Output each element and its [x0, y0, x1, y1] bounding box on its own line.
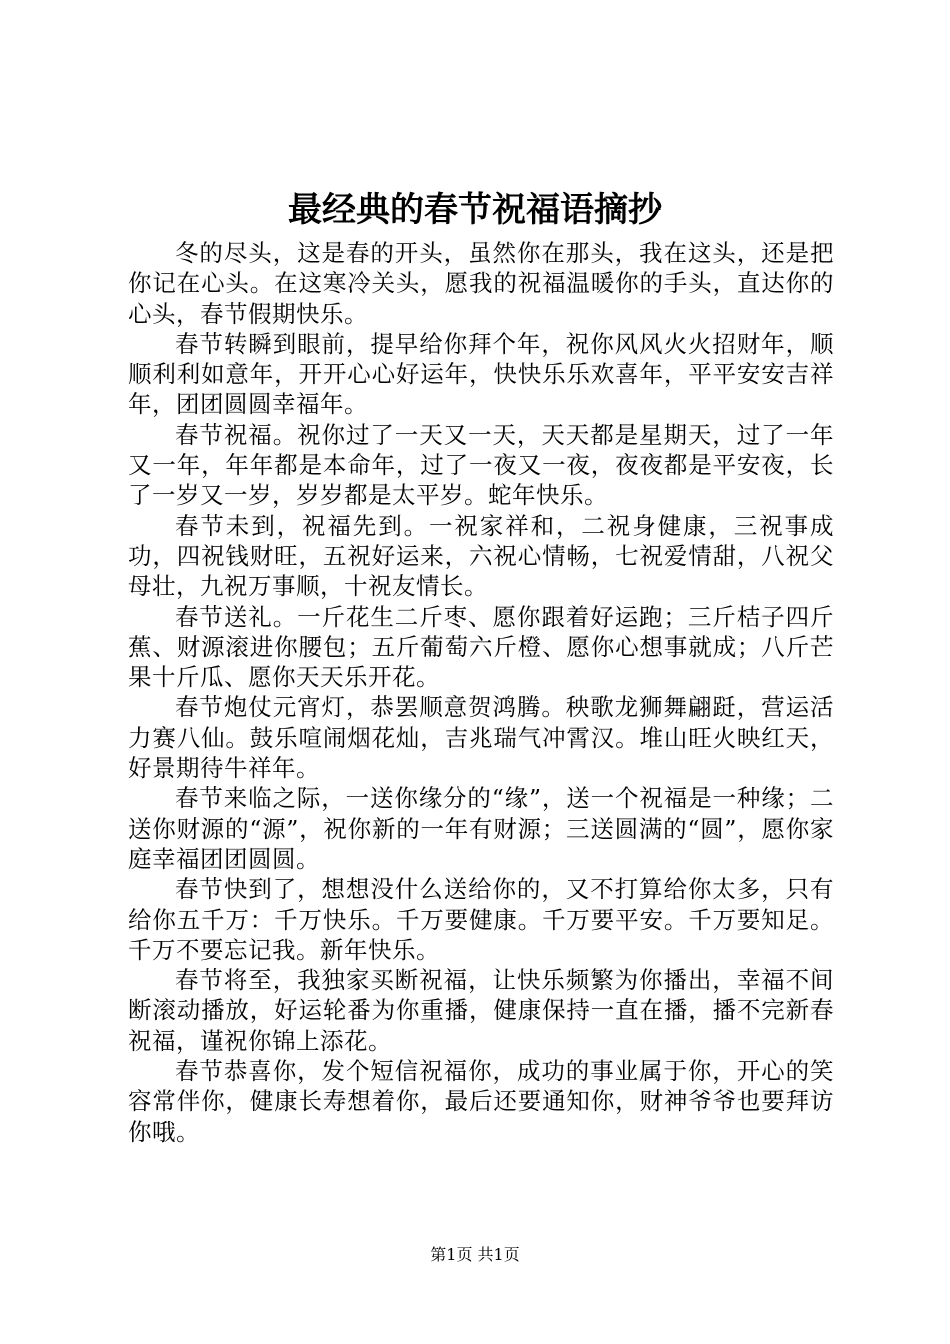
paragraph-4: 春节未到，祝福先到。一祝家祥和，二祝身健康，三祝事成功，四祝钱财旺，五祝好运来，六祝心情畅，七祝爱情甜，八祝父母壮，九祝万事顺，十祝友情长。 — [128, 511, 834, 601]
paragraph-2: 春节转瞬到眼前，提早给你拜个年，祝你风风火火招财年，顺顺利利如意年，开开心心好运年，快快乐乐欢喜年，平平安安吉祥年，团团圆圆幸福年。 — [128, 329, 834, 419]
document-body — [128, 238, 834, 1147]
document-title: 最经典的春节祝福语摘抄 — [288, 190, 662, 230]
paragraph-7: 春节来临之际，一送你缘分的“缘”，送一个祝福是一种缘；二送你财源的“源”，祝你新的一年有财源；三送圆满的“圆”，愿你家庭幸福团团圆圆。 — [128, 784, 834, 873]
paragraph-10: 春节恭喜你，发个短信祝福你，成功的事业属于你，开心的笑容常伴你，健康长寿想着你，最后还要通知你，财神爷爷也要拜访你哦。 — [128, 1057, 834, 1146]
paragraph-3: 春节祝福。祝你过了一天又一天，天天都是星期天，过了一年又一年，年年都是本命年，过了一夜又一夜，夜夜都是平安夜，长了一岁又一岁，岁岁都是太平岁。蛇年快乐。 — [128, 420, 834, 510]
paragraph-1: 冬的尽头，这是春的开头，虽然你在那头，我在这头，还是把你记在心头。在这寒冷关头，愿我的祝福温暖你的手头，直达你的心头，春节假期快乐。 — [128, 239, 834, 328]
paragraph-8: 春节快到了，想想没什么送给你的，又不打算给你太多，只有给你五千万：千万快乐。千万要健康。千万要平安。千万要知足。千万不要忘记我。新年快乐。 — [128, 875, 834, 964]
paragraph-6: 春节炮仗元宵灯，恭罢顺意贺鸿腾。秧歌龙狮舞翩跹，营运活力赛八仙。鼓乐喧闹烟花灿，吉兆瑞气冲霄汉。堆山旺火映红天，好景期待牛祥年。 — [128, 693, 834, 783]
page-footer: 第1页 共1页 — [430, 1245, 520, 1264]
paragraph-9: 春节将至，我独家买断祝福，让快乐频繁为你播出，幸福不间断滚动播放，好运轮番为你重播，健康保持一直在播，播不完新春祝福，谨祝你锦上添花。 — [128, 966, 834, 1055]
paragraph-5: 春节送礼。一斤花生二斤枣、愿你跟着好运跑；三斤桔子四斤蕉、财源滚进你腰包；五斤葡萄六斤橙、愿你心想事就成；八斤芒果十斤瓜、愿你天天乐开花。 — [128, 602, 834, 692]
